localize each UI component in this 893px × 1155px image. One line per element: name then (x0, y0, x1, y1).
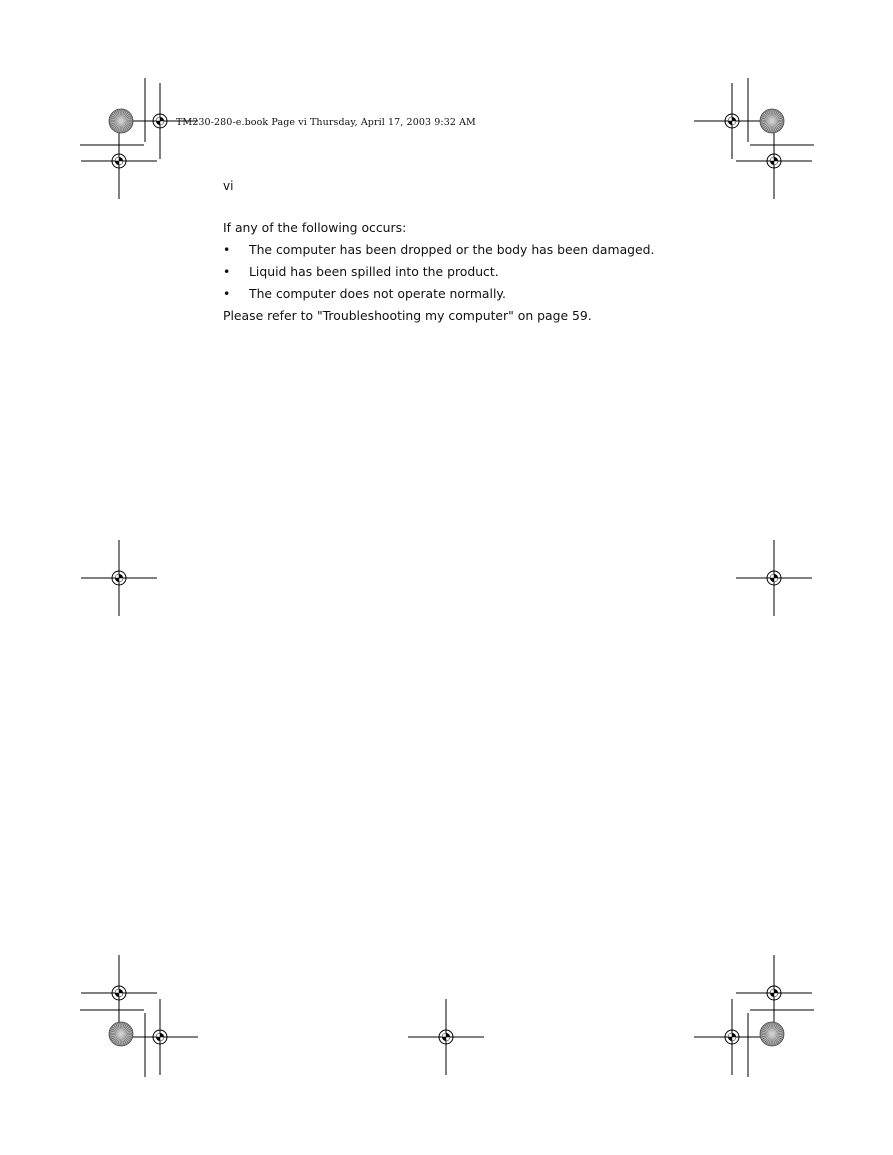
closing-paragraph: Please refer to "Troubleshooting my computer" on page 59. (223, 308, 592, 323)
bullet-icon: • (223, 264, 231, 279)
intro-paragraph: If any of the following occurs: (223, 220, 407, 235)
registration-mark-icon (408, 999, 484, 1075)
page-number: vi (223, 179, 234, 193)
bullet-list (223, 239, 693, 305)
list-item (223, 283, 693, 305)
registration-mark-icon (736, 955, 812, 1031)
registration-mark-icon (81, 123, 157, 199)
registration-mark-icon (81, 955, 157, 1031)
registration-mark-icon (81, 540, 157, 616)
bullet-icon: • (223, 286, 231, 301)
list-item (223, 239, 693, 261)
registration-mark-icon (736, 540, 812, 616)
print-slug-line: TM230-280-e.book Page vi Thursday, April 17, 2003 9:32 AM (176, 117, 476, 128)
list-item-text: Liquid has been spilled into the product. (249, 264, 499, 279)
list-item-text: The computer has been dropped or the body has been damaged. (249, 242, 655, 257)
registration-mark-icon (736, 123, 812, 199)
registration-mark-icon (694, 83, 770, 159)
bullet-icon: • (223, 242, 231, 257)
list-item (223, 261, 693, 283)
star-target-icon (760, 109, 784, 133)
body-text (223, 217, 693, 327)
star-target-icon (760, 1022, 784, 1046)
list-item-text: The computer does not operate normally. (249, 286, 506, 301)
star-target-icon (109, 1022, 133, 1046)
star-target-icon (109, 109, 133, 133)
